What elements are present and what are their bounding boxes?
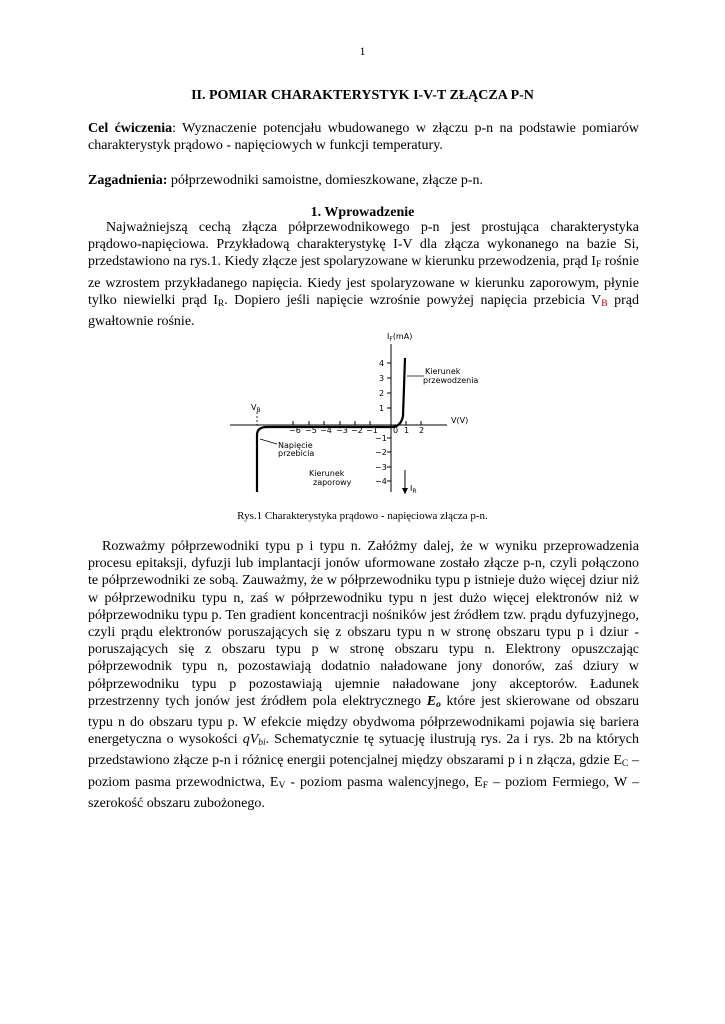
- breakdown-pointer: [260, 439, 277, 444]
- svg-text:2: 2: [379, 389, 385, 398]
- vb-label: $V_B$: [251, 403, 261, 414]
- forward-label-line1: Kierunek: [425, 367, 461, 376]
- topics-label: Zagadnienia:: [88, 173, 168, 188]
- document-title: II. POMIAR CHARAKTERYSTYK I-V-T ZŁĄCZA P-N: [191, 88, 534, 103]
- body-text-6: – poziom Fermiego, W – szerokość obszaru zubożonego.: [88, 774, 640, 811]
- goal-label: Cel ćwiczenia: [88, 121, 173, 136]
- ef-sub: F: [482, 780, 488, 791]
- section-heading: 1. Wprowadzenie: [310, 205, 415, 220]
- svg-text:−1: −1: [366, 426, 378, 435]
- intro-text-4: prąd gwałtownie rośnie.: [88, 292, 639, 330]
- iv-characteristic-diagram: [225, 328, 500, 495]
- svg-text:−5: −5: [305, 426, 317, 435]
- svg-text:3: 3: [379, 374, 385, 383]
- reverse-label-line1: Kierunek: [309, 469, 345, 478]
- intro-sub-f: F: [595, 260, 602, 271]
- svg-text:−2: −2: [375, 448, 387, 457]
- body-text-4: – poziom pasma przewodnictwa, E: [88, 753, 639, 790]
- forward-label-line2: przewodzenia: [423, 376, 479, 385]
- voltage-tick-labels: [289, 426, 424, 435]
- body-text-2: które jest skierowane od obszaru typu n do obszaru typu p. W efekcie między obydwoma półprzewodnikami pojawia się bariera energetyczna o wysokości: [88, 693, 640, 748]
- svg-text:1: 1: [379, 404, 385, 413]
- current-tick-labels: [375, 359, 387, 486]
- goal-text: : Wyznaczenie potencjału wbudowanego w złączu p-n na podstawie pomiarów charakterystyk prądowo - napięciowych w funkcji temperatury.: [88, 121, 640, 154]
- svg-text:−1: −1: [375, 434, 387, 443]
- iv-characteristic-figure: [225, 328, 500, 495]
- ec-sub: C: [621, 759, 629, 770]
- goal-paragraph: [88, 120, 639, 154]
- current-axis-label: $I_F(mA)$: [387, 332, 413, 343]
- body-text-3: . Schematycznie tę sytuację ilustrują rys. 2a i rys. 2b na których przedstawiono złącze p-n i różnicę energii potencjalnej między obszarami p i n złącza, gdzie E: [88, 732, 639, 769]
- intro-text-3: . Dopiero jeśli napięcie wzrośnie powyżej napięcia przebicia V: [224, 292, 602, 308]
- reverse-arrowhead: [402, 488, 408, 494]
- svg-text:2: 2: [419, 426, 425, 435]
- current-axis-ticks: [387, 363, 391, 481]
- field-symbol: $E_o$: [426, 693, 441, 710]
- voltage-axis-label: V(V): [451, 416, 469, 425]
- svg-text:−4: −4: [375, 477, 387, 486]
- figure-caption: Rys.1 Charakterystyka prądowo - napięciowa złącza p-n.: [237, 510, 488, 522]
- breakdown-label-line2: przebicia: [278, 449, 315, 458]
- body-text-1: Rozważmy półprzewodniki typu p i typu n. Załóżmy dalej, że w wyniku przeprowadzenia procesu epitaksji, dyfuzji lub implantacji jonów uformowane zostało złącze p-n, czyli połączono te półprzewodniki ze sobą. Zauważmy, że w półprzewodniku typu p istnieje dużo więcej dziur niż w półprzewodniku typu n, zaś w półprzewodniku typu n jest dużo więcej elektronów niż w półprzewodniku typu p. Ten gradient koncentracji nośników jest źródłem tzw. prądu dyfuzyjnego, czyli prądu elektronów poruszających się z obszaru typu n w stronę obszaru typu p i dziur - poruszających się z obszaru typu p w stronę obszaru typu n. Elektrony opuszczając półprzewodnik typu n, pozostawiają dodatnio naładowane jony donorów, zaś dziury w półprzewodniku typu p pozostawiają ujemnie naładowane jony akceptorów. Ładunek przestrzenny tych jonów jest źródłem pola elektrycznego: [88, 539, 639, 709]
- topics-paragraph: [88, 172, 639, 189]
- svg-text:−3: −3: [375, 463, 387, 472]
- svg-text:4: 4: [379, 359, 385, 368]
- svg-text:−3: −3: [336, 426, 348, 435]
- svg-text:−4: −4: [320, 426, 332, 435]
- svg-text:0: 0: [393, 426, 399, 435]
- barrier-symbol: $qV_{bi}$: [242, 732, 266, 749]
- topics-text: półprzewodniki samoistne, domieszkowane, złącze p-n.: [167, 173, 484, 188]
- svg-text:−6: −6: [289, 426, 301, 435]
- body-text-5: - poziom pasma walencyjnego, E: [285, 774, 483, 790]
- intro-text-1: Najważniejszą cechą złącza półprzewodnikowego p-n jest prostująca charakterystyka prądowo-napięciowa. Przykładową charakterystykę I-V dla złącza wykonanego na bazie Si, przedstawiono na rys.1. Kiedy złącze jest spolaryzowane w kierunku przewodzenia, prąd I: [88, 220, 639, 270]
- svg-text:1: 1: [404, 426, 410, 435]
- ev-sub: V: [278, 780, 286, 791]
- page-number: 1: [359, 44, 366, 58]
- ir-label: $I_R$: [410, 484, 417, 495]
- intro-sub-r: R: [217, 298, 225, 309]
- intro-sub-b: B: [601, 298, 608, 309]
- intro-text-2: rośnie ze wzrostem przykładanego napięcia. Kiedy jest spolaryzowane w kierunku zaporowym, płynie tylko niewielki prąd I: [88, 254, 639, 308]
- reverse-label-line2: zaporowy: [313, 478, 352, 487]
- body-paragraph: [88, 538, 639, 812]
- intro-paragraph: [88, 219, 639, 330]
- breakdown-label-line1: Napięcie: [278, 441, 313, 450]
- svg-text:−2: −2: [351, 426, 363, 435]
